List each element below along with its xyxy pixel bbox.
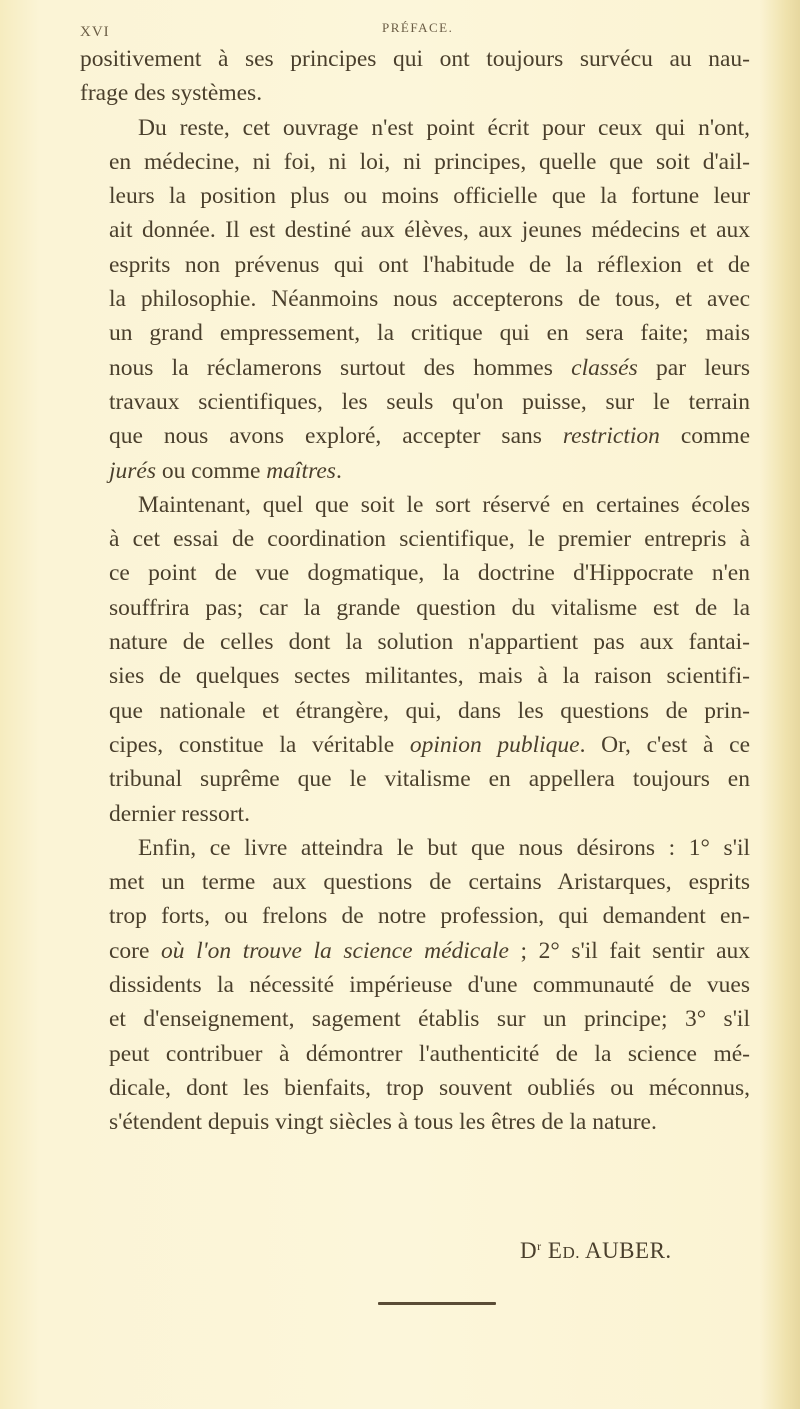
text-line xyxy=(80,454,750,488)
text-segment: esprits non prévenus qui ont l'habitude de la réflexion et de xyxy=(109,251,750,278)
text-line xyxy=(80,145,750,179)
text-segment: Maintenant, quel que soit le sort réservé en certaines écoles xyxy=(138,491,750,518)
italic-text: jurés xyxy=(109,457,156,484)
text-segment: cipes, constitue la véritable xyxy=(109,731,410,758)
text-line xyxy=(80,1105,750,1139)
text-segment: comme xyxy=(659,423,750,450)
text-segment: par leurs xyxy=(637,354,750,381)
text-line xyxy=(80,1037,750,1071)
text-segment: la philosophie. Néanmoins nous accepterons de tous, et avec xyxy=(109,286,750,313)
text-segment: souffrira pas; car la grande question du vitalisme est de la xyxy=(109,594,750,621)
text-segment: et d'enseignement, sagement établis sur un principe; 3° s'il xyxy=(109,1006,750,1033)
text-segment: . xyxy=(335,457,342,484)
text-line xyxy=(80,625,750,659)
closing-rule xyxy=(378,1302,496,1305)
text-line xyxy=(80,694,750,728)
text-segment: nous la réclamerons surtout des hommes xyxy=(109,354,572,381)
text-line xyxy=(80,282,750,316)
text-segment: un grand empressement, la critique qui en sera faite; mais xyxy=(109,320,750,347)
text-line xyxy=(80,1002,750,1036)
text-line xyxy=(80,556,750,590)
text-segment: s'étendent depuis vingt siècles à tous les êtres de la nature. xyxy=(109,1109,657,1136)
body-text xyxy=(80,42,750,1140)
text-segment: tribunal suprême que le vitalisme en appellera toujours en xyxy=(109,766,750,793)
text-segment: à cet essai de coordination scientifique, le premier entrepris à xyxy=(109,526,750,553)
text-line xyxy=(80,42,750,76)
paragraph xyxy=(80,111,750,488)
text-segment: ait donnée. Il est destiné aux élèves, aux jeunes médecins et aux xyxy=(109,217,750,244)
text-line xyxy=(80,728,750,762)
text-line xyxy=(80,316,750,350)
text-segment: . Or, c'est à ce xyxy=(579,731,751,758)
text-line xyxy=(80,934,750,968)
running-title: PRÉFACE. xyxy=(382,20,454,35)
italic-text: opinion publique xyxy=(409,731,580,758)
text-segment: frage des systèmes. xyxy=(80,80,263,107)
text-segment: met un terme aux questions de certains Aristarques, esprits xyxy=(109,869,750,896)
text-segment: nature de celles dont la solution n'appartient pas aux fantai- xyxy=(109,629,750,656)
text-line xyxy=(80,831,750,865)
text-segment: Enfin, ce livre atteindra le but que nous désirons : 1° s'il xyxy=(138,834,750,861)
text-segment: ce point de vue dogmatique, la doctrine d'Hippocrate n'en xyxy=(109,560,750,587)
paragraph xyxy=(80,488,750,831)
text-line xyxy=(80,179,750,213)
text-segment: dicale, dont les bienfaits, trop souvent oubliés ou méconnus, xyxy=(109,1074,750,1101)
text-line xyxy=(80,899,750,933)
text-line xyxy=(80,213,750,247)
text-line xyxy=(80,591,750,625)
text-line xyxy=(80,865,750,899)
text-segment: que nous avons exploré, accepter sans xyxy=(109,423,563,450)
text-segment: leurs la position plus ou moins officielle que la fortune leur xyxy=(109,183,750,210)
text-segment: peut contribuer à démontrer l'authenticité de la science mé- xyxy=(109,1040,750,1067)
italic-text: classés xyxy=(571,354,638,381)
italic-text: restriction xyxy=(562,423,660,450)
text-line xyxy=(80,419,750,453)
text-segment: Du reste, cet ouvrage n'est point écrit pour ceux qui n'ont, xyxy=(138,114,750,141)
text-line xyxy=(80,968,750,1002)
text-line xyxy=(80,248,750,282)
text-segment: que nationale et étrangère, qui, dans les questions de prin- xyxy=(109,697,750,724)
text-line xyxy=(80,385,750,419)
text-segment: ; 2° s'il fait sentir aux xyxy=(508,937,750,964)
signature-initial-rest: D. xyxy=(562,1243,580,1262)
author-signature xyxy=(520,1238,672,1264)
signature-surname: AUBER. xyxy=(584,1238,672,1263)
text-segment: positivement à ses principes qui ont toujours survécu au nau- xyxy=(80,46,750,72)
paragraph xyxy=(80,831,750,1140)
page-number: XVI xyxy=(80,24,110,40)
text-line xyxy=(80,797,750,831)
text-line xyxy=(80,488,750,522)
text-line xyxy=(80,762,750,796)
text-segment: dernier ressort. xyxy=(109,800,250,827)
text-segment: dissidents la nécessité impérieuse d'une communauté de vues xyxy=(109,972,750,999)
text-segment: travaux scientifiques, les seuls qu'on puisse, sur le terrain xyxy=(109,388,750,415)
text-line xyxy=(80,522,750,556)
text-segment: trop forts, ou frelons de notre profession, qui demandent en- xyxy=(109,903,750,930)
text-line xyxy=(80,659,750,693)
text-segment: sies de quelques sectes militantes, mais à la raison scientifi- xyxy=(109,663,750,690)
text-line xyxy=(80,111,750,145)
text-line xyxy=(80,1071,750,1105)
signature-initial: E xyxy=(547,1238,563,1263)
text-segment: core xyxy=(109,937,162,964)
text-line xyxy=(80,351,750,385)
text-line xyxy=(80,76,750,110)
text-segment: ou comme xyxy=(156,457,267,484)
running-head xyxy=(80,20,750,44)
paragraph xyxy=(80,42,750,111)
italic-text: où l'on trouve la science médicale xyxy=(161,937,509,964)
italic-text: maîtres xyxy=(266,457,336,484)
text-segment: en médecine, ni foi, ni loi, ni principes, quelle que soit d'ail- xyxy=(109,148,750,175)
signature-title: D xyxy=(520,1238,538,1263)
signature-title-sup: r xyxy=(537,1239,542,1253)
